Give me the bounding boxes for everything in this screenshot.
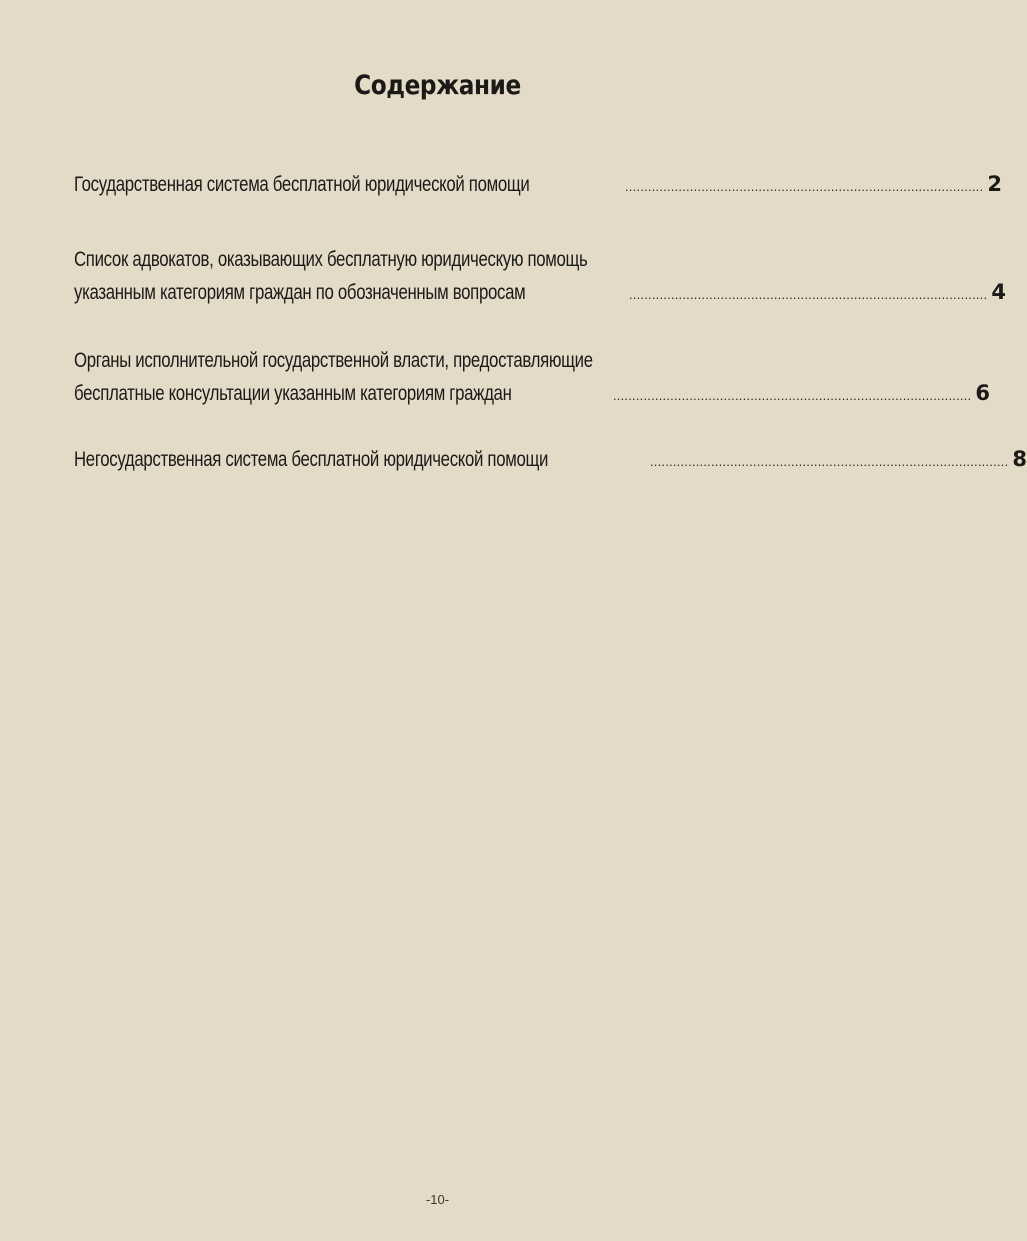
toc-entry-line (74, 377, 990, 412)
toc-entry[interactable] (74, 243, 1006, 311)
toc-entry[interactable] (74, 443, 1027, 478)
toc-entry[interactable] (74, 344, 990, 412)
leader-dots: .............................................................................................. (629, 287, 988, 302)
toc-entry-line (74, 168, 1002, 203)
toc-entry-title: Негосударственная система бесплатной юридической помощи (74, 448, 549, 471)
leader-dots: .............................................................................................. (650, 454, 1009, 469)
leader-dots: .............................................................................................. (613, 388, 972, 403)
toc-page-number: 6 (975, 381, 990, 405)
toc-entry-line (74, 443, 1027, 478)
toc-entry-title: Органы исполнительной государственной власти, предоставляющие (74, 349, 593, 372)
page-number-footer: -10- (425, 1192, 450, 1207)
toc-page-number: 2 (987, 172, 1002, 196)
page-title: Содержание (354, 70, 521, 101)
toc-entry-line (74, 344, 802, 377)
toc-page-number: 8 (1012, 447, 1027, 471)
toc-entry-title: Государственная система бесплатной юридической помощи (74, 173, 530, 196)
toc-entry-title: Список адвокатов, оказывающих бесплатную юридическую помощь (74, 248, 588, 271)
toc-entry-title: бесплатные консультации указанным категориям граждан (74, 382, 512, 405)
toc-entry-line (74, 243, 802, 276)
toc-entry[interactable] (74, 168, 1002, 203)
leader-dots: .............................................................................................. (625, 179, 984, 194)
toc-entry-title: указанным категориям граждан по обозначенным вопросам (74, 281, 526, 304)
toc-page-number: 4 (991, 280, 1006, 304)
toc-entry-line (74, 276, 1006, 311)
